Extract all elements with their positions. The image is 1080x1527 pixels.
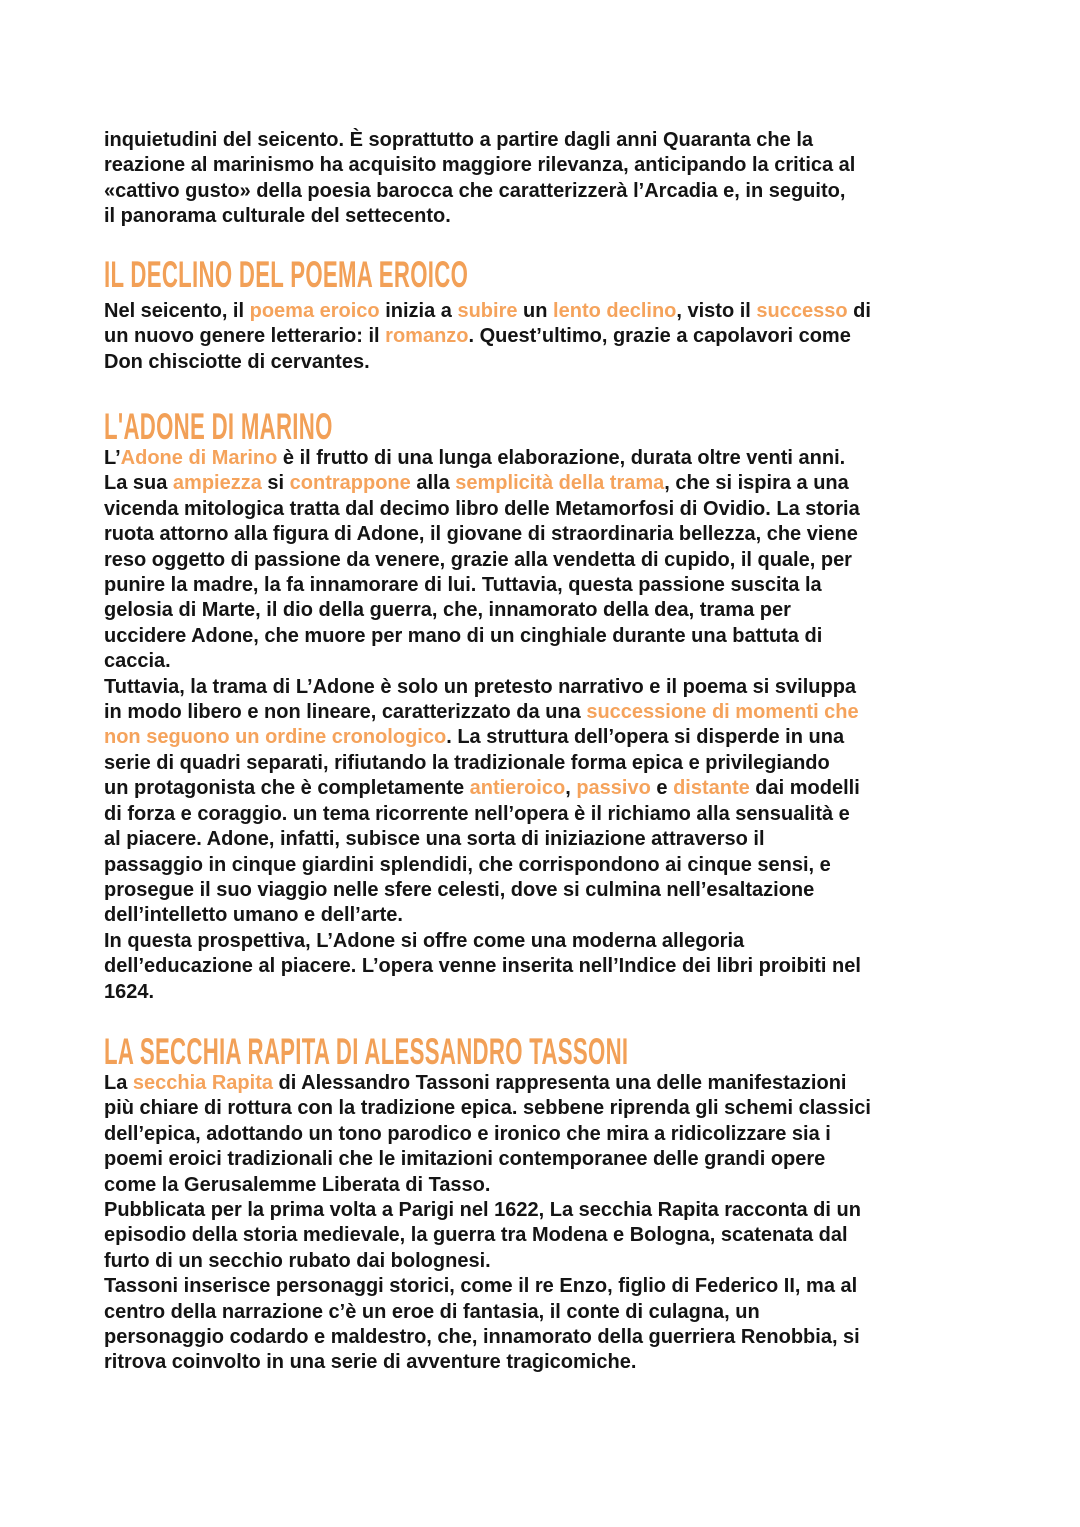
text-line: [104, 350, 370, 375]
text-run: Pubblicata per la prima volta a Parigi nel 1622, La secchia Rapita racconta di un: [104, 1199, 861, 1222]
highlighted-term: subire: [457, 300, 518, 322]
heading-adone-di-marino: [104, 406, 485, 447]
text-run: In questa prospettiva, L’Adone si offre come una moderna allegoria: [104, 929, 745, 952]
text-line: [104, 471, 849, 496]
text-run: episodio della storia medievale, la guerra tra Modena e Bologna, scatenata dal: [104, 1224, 848, 1247]
text-run: Don chisciotte di cervantes.: [104, 350, 370, 373]
text-run: . Quest’ultimo, grazie a capolavori come: [468, 325, 851, 348]
text-line: [104, 649, 171, 674]
text-line: [104, 827, 765, 852]
text-line: [104, 1096, 871, 1121]
text-run: , visto il: [676, 300, 757, 322]
heading-secchia-rapita: [104, 1031, 978, 1072]
highlighted-term: distante: [673, 777, 750, 800]
text-line: [104, 1223, 848, 1248]
text-run: dell’intelletto umano e dell’arte.: [104, 904, 403, 927]
text-line: [104, 853, 831, 878]
highlighted-term: romanzo: [385, 325, 469, 348]
text-run: La sua: [104, 472, 173, 495]
text-run: più chiare di rottura con la tradizione epica. sebbene riprenda gli schemi classici: [104, 1097, 871, 1120]
paragraph-secchia-rapita: [104, 1071, 1068, 1376]
text-run: il panorama culturale del settecento.: [104, 205, 451, 228]
heading-text: LA SECCHIA RAPITA DI ALESSANDRO TASSONI: [104, 1031, 629, 1072]
text-line: [104, 204, 451, 229]
highlighted-term: Adone di Marino: [120, 447, 278, 469]
text-line: [104, 324, 851, 349]
text-run: come la Gerusalemme Liberata di Tasso.: [104, 1173, 491, 1196]
text-run: un nuovo genere letterario: il: [104, 325, 386, 348]
text-line: [104, 1249, 491, 1274]
text-run: dell’educazione al piacere. L’opera venne inserita nell’Indice dei libri proibiti nel: [104, 955, 861, 978]
text-run: 1624.: [104, 980, 155, 1003]
text-run: ruota attorno alla figura di Adone, il giovane di straordinaria bellezza, che viene: [104, 523, 858, 546]
text-run: un protagonista che è completamente: [104, 777, 470, 800]
text-run: Nel seicento, il: [104, 300, 250, 322]
paragraph-adone-di-marino: [104, 446, 1068, 1005]
text-run: punire la madre, la fa innamorare di lui. Tuttavia, questa passione suscita la: [104, 574, 822, 597]
text-run: personaggio codardo e maldestro, che, innamorato della guerriera Renobbia, si: [104, 1326, 860, 1349]
text-run: alla: [410, 472, 456, 495]
text-line: [104, 573, 822, 598]
text-line: [104, 1300, 760, 1325]
text-line: [104, 1147, 825, 1172]
text-line: [104, 751, 830, 776]
highlighted-term: ampiezza: [172, 472, 262, 495]
highlighted-term: passivo: [576, 777, 651, 800]
highlighted-term: non seguono un ordine cronologico: [104, 726, 447, 749]
text-line: [104, 776, 860, 801]
text-run: Tuttavia, la trama di L’Adone è solo un pretesto narrativo e il poema si sviluppa: [104, 675, 857, 698]
text-run: caccia.: [104, 650, 171, 673]
text-line: [104, 700, 859, 725]
text-run: inquietudini del seicento. È soprattutto a partire dagli anni Quaranta che la: [104, 129, 814, 151]
paragraph-reazione-marinismo: [104, 128, 1068, 230]
text-line: [104, 598, 791, 623]
text-run: L’: [104, 447, 121, 469]
text-line: [104, 299, 871, 324]
text-run: di: [847, 300, 871, 322]
text-line: [104, 980, 154, 1005]
text-run: gelosia di Marte, il dio della guerra, che, innamorato della dea, trama per: [104, 599, 791, 622]
text-run: dai modelli: [749, 777, 860, 800]
text-line: [104, 903, 403, 928]
text-run: è il frutto di una lunga elaborazione, durata oltre venti anni.: [277, 447, 846, 469]
text-run: ritrova coinvolto in una serie di avventure tragicomiche.: [104, 1351, 637, 1374]
highlighted-term: antieroico: [469, 777, 566, 800]
text-line: [104, 1071, 846, 1096]
text-line: [104, 446, 845, 471]
text-line: [104, 1122, 831, 1147]
text-line: [104, 675, 856, 700]
text-run: un: [517, 300, 554, 322]
heading-text: IL DECLINO DEL POEMA EROICO: [104, 254, 469, 295]
text-run: di Alessandro Tassoni rappresenta una delle manifestazioni: [272, 1072, 847, 1094]
text-line: [104, 725, 844, 750]
text-line: [104, 1350, 636, 1375]
highlighted-term: successione di momenti che: [586, 701, 859, 724]
text-line: [104, 1274, 857, 1299]
text-run: si: [261, 472, 290, 495]
text-line: [104, 522, 858, 547]
text-line: [104, 179, 845, 204]
text-line: [104, 1173, 490, 1198]
text-line: [104, 878, 814, 903]
text-run: serie di quadri separati, rifiutando la tradizionale forma epica e privilegiando: [104, 751, 830, 774]
text-run: e: [650, 777, 674, 800]
text-run: passaggio in cinque giardini splendidi, che corrispondono ai cinque sensi, e: [104, 853, 831, 876]
text-line: [104, 153, 855, 178]
highlighted-term: secchia Rapita: [132, 1072, 273, 1094]
text-line: [104, 1198, 861, 1223]
text-run: Tassoni inserisce personaggi storici, come il re Enzo, figlio di Federico II, ma al: [104, 1275, 858, 1298]
text-run: vicenda mitologica tratta dal decimo libro delle Metamorfosi di Ovidio. La storia: [104, 497, 860, 520]
highlighted-term: contrappone: [289, 472, 411, 495]
text-run: poemi eroici tradizionali che le imitazioni contemporanee delle grandi opere: [104, 1148, 826, 1171]
text-run: dell’epica, adottando un tono parodico e ironico che mira a ridicolizzare sia i: [104, 1122, 831, 1145]
text-line: [104, 128, 813, 153]
text-run: , che si ispira a una: [664, 472, 849, 495]
text-line: [104, 929, 744, 954]
text-run: centro della narrazione c’è un eroe di fantasia, il conte di culagna, un: [104, 1300, 760, 1323]
text-line: [104, 1325, 860, 1350]
text-run: ,: [565, 777, 577, 800]
text-run: uccidere Adone, che muore per mano di un cinghiale durante una battuta di: [104, 624, 823, 647]
heading-declino-poema-eroico: [104, 254, 711, 295]
text-run: La: [104, 1072, 133, 1094]
text-line: [104, 497, 860, 522]
paragraph-declino-poema-eroico: [104, 299, 1068, 375]
text-line: [104, 954, 861, 979]
text-line: [104, 802, 850, 827]
text-line: [104, 548, 852, 573]
heading-text: L'ADONE DI MARINO: [104, 406, 333, 447]
text-run: in modo libero e non lineare, caratterizzato da una: [104, 701, 587, 724]
text-run: reazione al marinismo ha acquisito maggiore rilevanza, anticipando la critica al: [104, 154, 856, 177]
highlighted-term: lento declino: [553, 300, 677, 322]
text-run: di forza e coraggio. un tema ricorrente nell’opera è il richiamo alla sensualità e: [104, 802, 850, 825]
text-run: inizia a: [379, 300, 458, 322]
text-run: . La struttura dell’opera si disperde in una: [446, 726, 845, 749]
highlighted-term: successo: [756, 300, 848, 322]
text-run: «cattivo gusto» della poesia barocca che caratterizzerà l’Arcadia e, in seguito,: [104, 179, 846, 202]
text-run: furto di un secchio rubato dai bolognesi.: [104, 1249, 491, 1272]
highlighted-term: semplicità della trama: [455, 472, 665, 495]
text-run: al piacere. Adone, infatti, subisce una sorta di iniziazione attraverso il: [104, 828, 765, 851]
text-run: reso oggetto di passione da venere, grazie alla vendetta di cupido, il quale, per: [104, 548, 852, 571]
text-line: [104, 624, 822, 649]
text-run: prosegue il suo viaggio nelle sfere celesti, dove si culmina nell’esaltazione: [104, 878, 815, 901]
highlighted-term: poema eroico: [249, 300, 380, 322]
